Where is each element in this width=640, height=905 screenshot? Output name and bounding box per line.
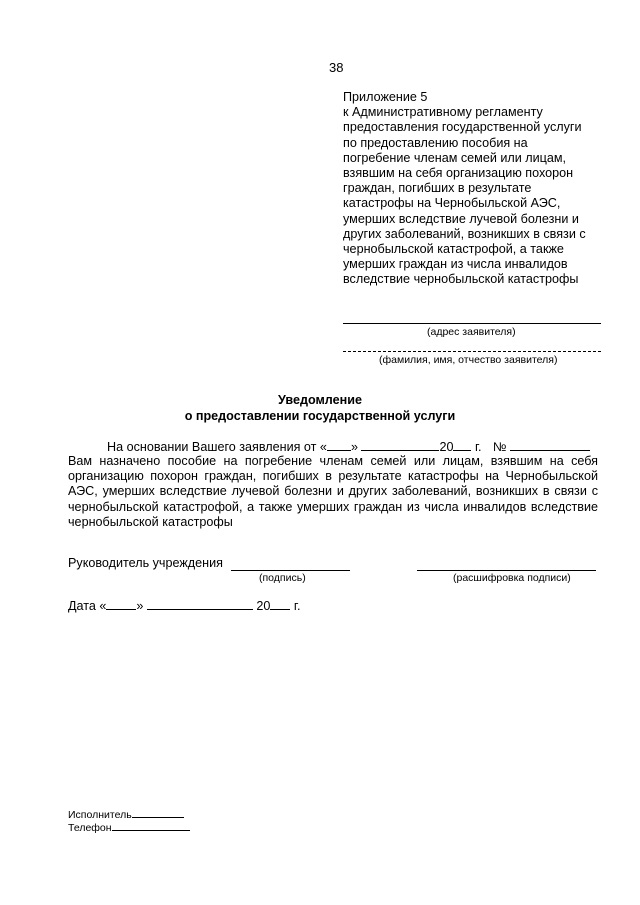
head-label: Руководитель учреждения bbox=[68, 556, 223, 570]
date-day-blank bbox=[106, 598, 136, 610]
date-prefix: Дата « bbox=[68, 599, 107, 613]
name-field-line bbox=[343, 351, 601, 352]
date-year-blank bbox=[270, 598, 290, 610]
appendix-line: умерших вследствие лучевой болезни и bbox=[343, 211, 579, 226]
phone-label: Телефон bbox=[68, 822, 112, 834]
decoding-caption: (расшифровка подписи) bbox=[453, 572, 571, 584]
appendix-line: к Административному регламенту bbox=[343, 105, 543, 120]
executor-blank bbox=[132, 807, 184, 818]
executor-label: Исполнитель bbox=[68, 809, 132, 821]
appendix-line: погребение членам семей или лицам, bbox=[343, 150, 567, 165]
executor-row bbox=[68, 807, 184, 821]
notice-title-line2: о предоставлении государственной услуги bbox=[184, 409, 456, 423]
page-number: 38 bbox=[329, 60, 344, 75]
appendix-line: катастрофы на Чернобыльской АЭС, bbox=[343, 196, 561, 211]
appendix-line: предоставления государственной услуги bbox=[343, 120, 582, 135]
year-blank bbox=[453, 439, 471, 451]
body-line1 bbox=[107, 439, 590, 454]
appendix-header bbox=[343, 90, 613, 288]
phone-blank bbox=[112, 820, 190, 831]
date-row bbox=[68, 598, 300, 613]
address-field-line bbox=[343, 323, 601, 324]
body-line: Вам назначено пособие на погребение членам семей или лицам, взявшим на себя bbox=[68, 454, 598, 468]
decoding-line bbox=[417, 570, 596, 571]
date-quote-close: » bbox=[136, 599, 144, 613]
year-suffix: г. bbox=[474, 440, 482, 454]
appendix-line: чернобыльской катастрофой, а также bbox=[343, 242, 564, 257]
month-blank bbox=[361, 439, 439, 451]
appendix-line: по предоставлению пособия на bbox=[343, 135, 528, 150]
phone-row bbox=[68, 820, 190, 834]
day-blank bbox=[327, 439, 351, 451]
appendix-line: Приложение 5 bbox=[343, 90, 428, 104]
appendix-line: граждан, погибших в результате bbox=[343, 181, 532, 196]
body-line1-prefix: На основании Вашего заявления от « bbox=[107, 440, 327, 454]
appendix-line: умерших граждан из числа инвалидов bbox=[343, 257, 568, 272]
quote-close: » bbox=[350, 440, 358, 454]
body-line: чернобыльской катастрофой, а также умерших граждан из числа инвалидов вследствие bbox=[68, 499, 598, 514]
appendix-line: вследствие чернобыльской катастрофы bbox=[343, 272, 579, 287]
signature-caption: (подпись) bbox=[259, 572, 306, 584]
date-year-suffix: г. bbox=[293, 599, 301, 613]
year-prefix: 20 bbox=[439, 440, 454, 454]
date-month-blank bbox=[147, 598, 253, 610]
body-line: организацию похорон граждан, погибших в результате катастрофы на Чернобыльской bbox=[68, 469, 598, 484]
number-sign: № bbox=[493, 440, 507, 454]
notice-title bbox=[0, 392, 640, 424]
date-year-prefix: 20 bbox=[256, 599, 271, 613]
body-line: чернобыльской катастрофы bbox=[68, 514, 233, 529]
signature-line bbox=[231, 570, 350, 571]
name-caption: (фамилия, имя, отчество заявителя) bbox=[379, 354, 558, 366]
body-line: АЭС, умерших вследствие лучевой болезни и других заболеваний, возникших в связи с bbox=[68, 484, 598, 499]
number-blank bbox=[510, 439, 590, 451]
appendix-line: взявшим на себя организацию похорон bbox=[343, 166, 574, 181]
address-caption: (адрес заявителя) bbox=[427, 326, 516, 338]
notice-title-line1: Уведомление bbox=[278, 393, 362, 407]
appendix-line: других заболеваний, возникших в связи с bbox=[343, 226, 586, 241]
body-paragraph bbox=[68, 454, 598, 530]
